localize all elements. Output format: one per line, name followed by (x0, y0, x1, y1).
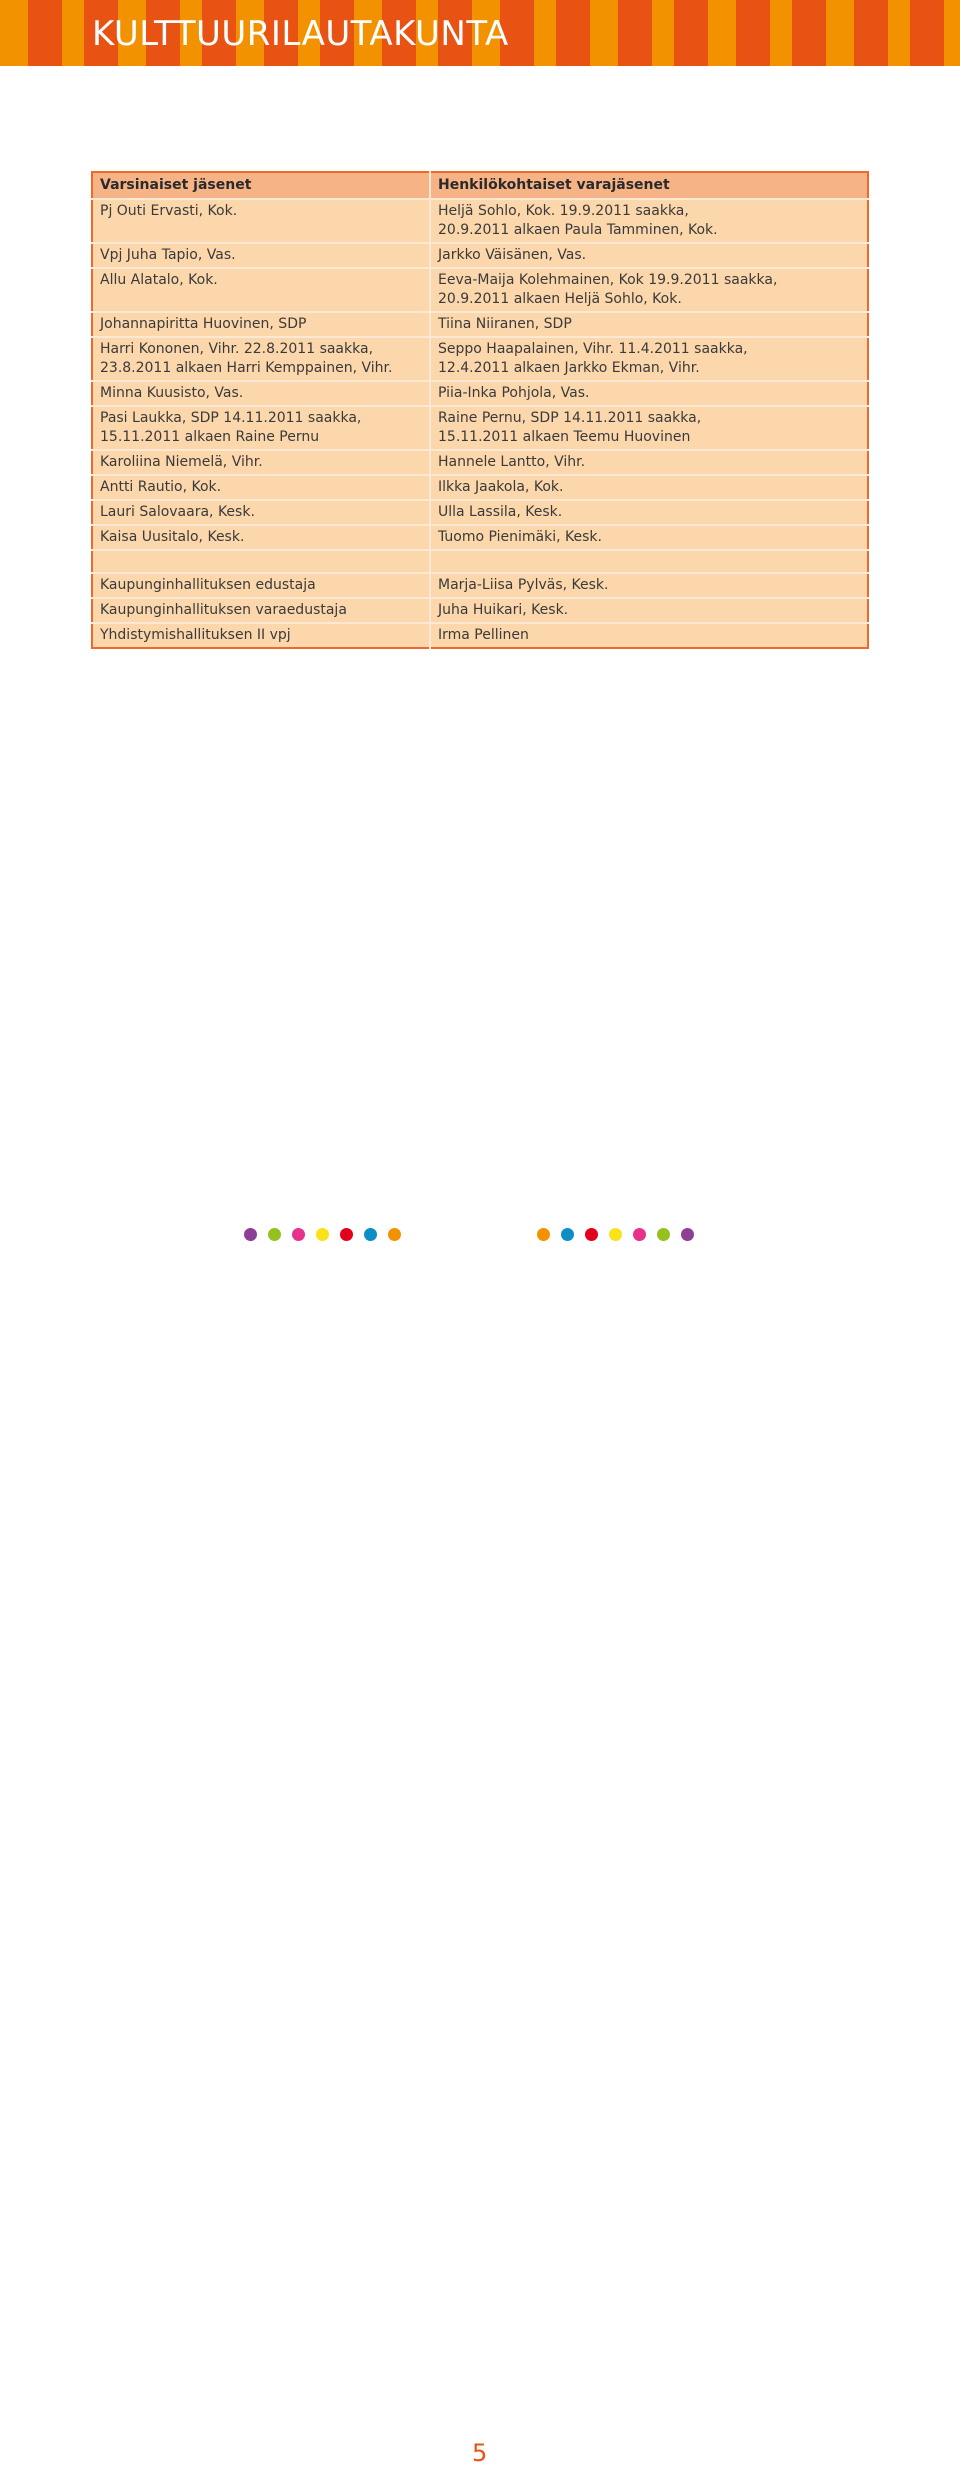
member-cell (92, 525, 430, 550)
member-cell (92, 500, 430, 525)
deputy-cell (430, 337, 868, 381)
member-cell-line: Pasi Laukka, SDP 14.11.2011 saakka, (100, 410, 362, 426)
member-cell (92, 381, 430, 406)
decorative-dot (388, 1228, 401, 1241)
deputy-cell (430, 450, 868, 475)
committee-table (91, 171, 869, 649)
deputy-cell-line: 20.9.2011 alkaen Heljä Sohlo, Kok. (438, 291, 682, 307)
decorative-dot (340, 1228, 353, 1241)
representative-row (92, 573, 868, 598)
table-row (92, 450, 868, 475)
member-cell-line: Pj Outi Ervasti, Kok. (100, 203, 238, 219)
table-row (92, 243, 868, 268)
decorative-dot (681, 1228, 694, 1241)
decorative-dot (316, 1228, 329, 1241)
decorative-dot (364, 1228, 377, 1241)
decorative-dot (268, 1228, 281, 1241)
role-cell: Kaupunginhallituksen varaedustaja (92, 598, 430, 623)
member-cell (92, 337, 430, 381)
member-cell (92, 475, 430, 500)
member-cell-line: Allu Alatalo, Kok. (100, 272, 218, 288)
deputy-cell-line: 20.9.2011 alkaen Paula Tamminen, Kok. (438, 222, 718, 238)
deputy-cell-line: 15.11.2011 alkaen Teemu Huovinen (438, 429, 691, 445)
table-row (92, 475, 868, 500)
deputy-cell (430, 243, 868, 268)
member-cell-line: 15.11.2011 alkaen Raine Pernu (100, 429, 320, 445)
representative-row (92, 598, 868, 623)
decorative-dot (561, 1228, 574, 1241)
decorative-dot (292, 1228, 305, 1241)
decorative-dot (657, 1228, 670, 1241)
member-cell-line: Lauri Salovaara, Kesk. (100, 504, 255, 520)
member-cell-line: 23.8.2011 alkaen Harri Kemppainen, Vihr. (100, 360, 393, 376)
deputy-cell-line: Seppo Haapalainen, Vihr. 11.4.2011 saakka, (438, 341, 748, 357)
deputy-cell-line: Eeva-Maija Kolehmainen, Kok 19.9.2011 saakka, (438, 272, 778, 288)
decorative-dot (244, 1228, 257, 1241)
table-header-row (92, 172, 868, 199)
deputy-cell (430, 475, 868, 500)
page-number: 5 (472, 2439, 488, 2467)
decorative-dot (609, 1228, 622, 1241)
spacer-cell (92, 550, 430, 573)
member-cell (92, 450, 430, 475)
person-cell: Irma Pellinen (430, 623, 868, 648)
table-row (92, 381, 868, 406)
decorative-dot (633, 1228, 646, 1241)
member-cell-line: Johannapiritta Huovinen, SDP (100, 316, 307, 332)
member-cell-line: Kaisa Uusitalo, Kesk. (100, 529, 245, 545)
spacer-row (92, 550, 868, 573)
deputy-cell (430, 500, 868, 525)
role-cell: Yhdistymishallituksen II vpj (92, 623, 430, 648)
deputy-cell (430, 381, 868, 406)
table-row (92, 268, 868, 312)
deputy-cell (430, 268, 868, 312)
column-header-deputies: Henkilökohtaiset varajäsenet (430, 172, 868, 199)
spacer-cell (430, 550, 868, 573)
deputy-cell (430, 199, 868, 243)
deputy-cell-line: 12.4.2011 alkaen Jarkko Ekman, Vihr. (438, 360, 700, 376)
person-cell: Marja-Liisa Pylväs, Kesk. (430, 573, 868, 598)
representative-row (92, 623, 868, 648)
deputy-cell-line: Jarkko Väisänen, Vas. (438, 247, 587, 263)
member-cell (92, 268, 430, 312)
deputy-cell-line: Raine Pernu, SDP 14.11.2011 saakka, (438, 410, 702, 426)
deputy-cell-line: Tuomo Pienimäki, Kesk. (438, 529, 602, 545)
member-cell-line: Antti Rautio, Kok. (100, 479, 222, 495)
table-row (92, 337, 868, 381)
member-cell (92, 199, 430, 243)
table-row (92, 312, 868, 337)
column-header-members: Varsinaiset jäsenet (92, 172, 430, 199)
member-cell-line: Vpj Juha Tapio, Vas. (100, 247, 236, 263)
deputy-cell (430, 525, 868, 550)
member-cell-line: Minna Kuusisto, Vas. (100, 385, 244, 401)
deputy-cell-line: Heljä Sohlo, Kok. 19.9.2011 saakka, (438, 203, 689, 219)
role-cell: Kaupunginhallituksen edustaja (92, 573, 430, 598)
person-cell: Juha Huikari, Kesk. (430, 598, 868, 623)
deputy-cell-line: Piia-Inka Pohjola, Vas. (438, 385, 590, 401)
decorative-dot (537, 1228, 550, 1241)
table-row (92, 406, 868, 450)
member-cell-line: Harri Kononen, Vihr. 22.8.2011 saakka, (100, 341, 374, 357)
table-row (92, 525, 868, 550)
member-cell (92, 312, 430, 337)
deputy-cell-line: Ulla Lassila, Kesk. (438, 504, 563, 520)
page-title: KULTTUURILAUTAKUNTA (92, 14, 509, 54)
deputy-cell-line: Tiina Niiranen, SDP (438, 316, 572, 332)
decorative-dot (585, 1228, 598, 1241)
table-row (92, 199, 868, 243)
deputy-cell-line: Hannele Lantto, Vihr. (438, 454, 586, 470)
member-cell (92, 406, 430, 450)
deputy-cell (430, 312, 868, 337)
deputy-cell (430, 406, 868, 450)
header-banner (0, 0, 960, 66)
deputy-cell-line: Ilkka Jaakola, Kok. (438, 479, 564, 495)
table-row (92, 500, 868, 525)
member-cell-line: Karoliina Niemelä, Vihr. (100, 454, 263, 470)
member-cell (92, 243, 430, 268)
